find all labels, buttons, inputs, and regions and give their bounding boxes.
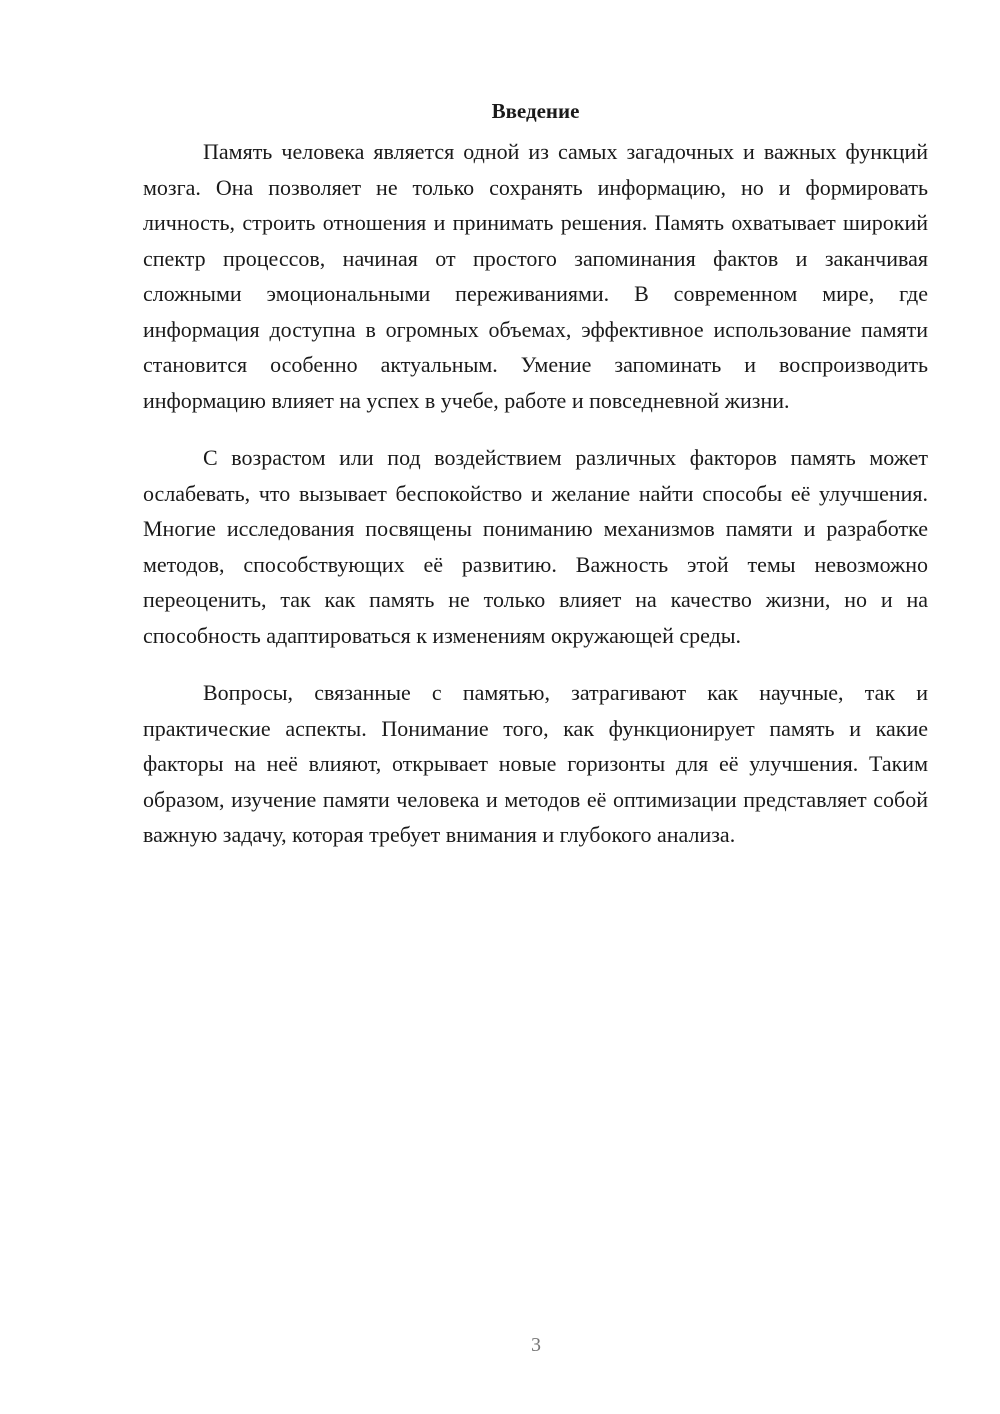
paragraph-2: С возрастом или под воздействием различных факторов память может ослабевать, что вызывает беспокойство и желание найти способы её улучшения. Многие исследования посвящены пониманию механизмов памяти и разработке методов, способствующих её развитию. Важность этой темы невозможно переоценить, так как память не только влияет на качество жизни, но и на способность адаптироваться к изменениям окружающей среды. (143, 445, 928, 648)
page-number: 3 (531, 1334, 541, 1356)
paragraph-3: Вопросы, связанные с памятью, затрагивают как научные, так и практические аспекты. Понимание того, как функционирует память и какие факторы на неё влияют, открывает новые горизонты для её улучшения. Таким образом, изучение памяти человека и методов её оптимизации представляет собой важную задачу, которая требует внимания и глубокого анализа. (143, 680, 928, 847)
page-content (143, 96, 928, 875)
section-title: Введение (491, 99, 580, 123)
paragraph-1: Память человека является одной из самых загадочных и важных функций мозга. Она позволяет не только сохранять информацию, но и формировать личность, строить отношения и принимать решения. Память охватывает широкий спектр процессов, начиная от простого запоминания фактов и заканчивая сложными эмоциональными переживаниями. В современном мире, где информация доступна в огромных объемах, эффективное использование памяти становится особенно актуальным. Умение запоминать и воспроизводить информацию влияет на успех в учебе, работе и повседневной жизни. (143, 139, 928, 413)
